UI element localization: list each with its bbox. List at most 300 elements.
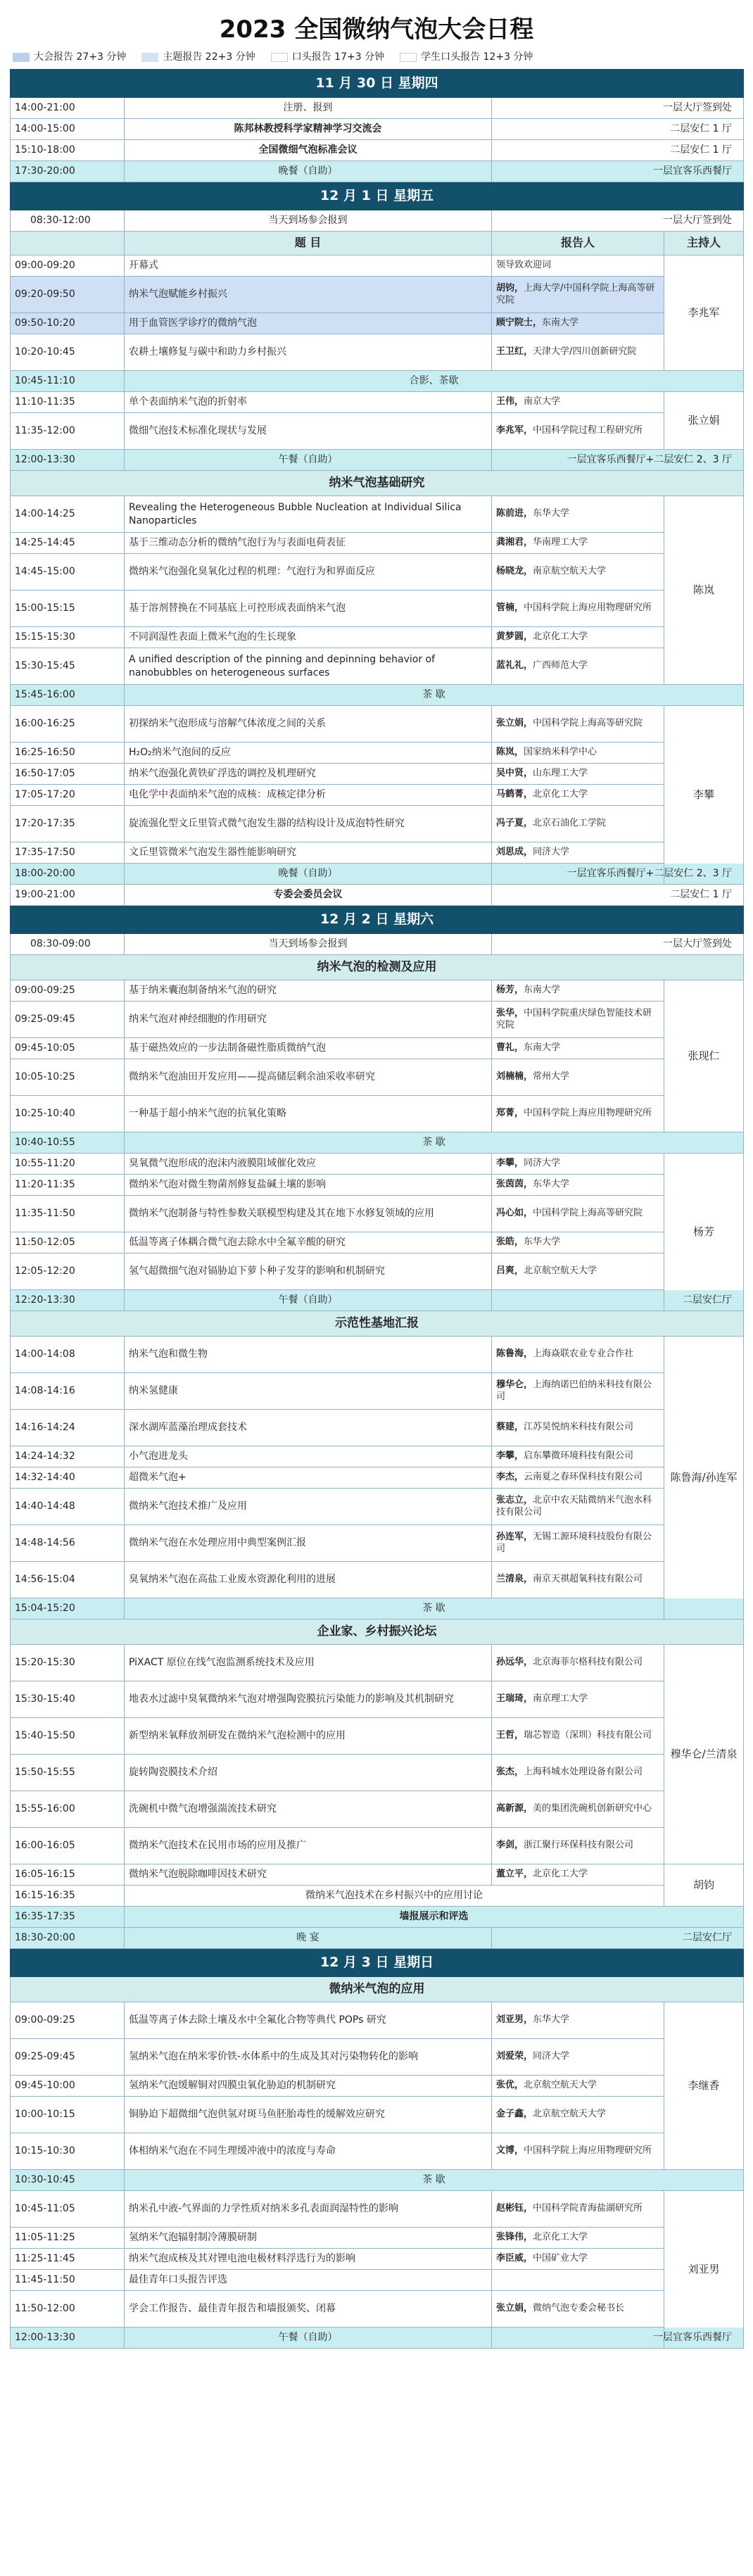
- talk-speaker: 陈岚，国家纳米科学中心: [492, 743, 664, 764]
- schedule-row: [11, 2270, 744, 2291]
- event-location: 一层宜客乐西餐厅+二层安仁 2、3 厅: [492, 864, 744, 885]
- time-slot: 10:45-11:05: [11, 2191, 125, 2228]
- time-slot: 10:45-11:10: [11, 371, 125, 392]
- schedule-row: [11, 627, 744, 648]
- talk-title: 臭氧微气泡形成的泡沫内液膜阻域催化效应: [125, 1154, 492, 1175]
- talk-speaker: 张皓，东华大学: [492, 1232, 664, 1254]
- time-slot: 11:20-11:35: [11, 1175, 125, 1196]
- schedule-row: [11, 140, 744, 161]
- legend-label: 学生口头报告 12+3 分钟: [421, 51, 533, 63]
- session-host: 张现仁: [664, 980, 744, 1132]
- talk-title: 纳米气泡强化黄铁矿浮选的调控及机理研究: [125, 764, 492, 785]
- schedule-row: [11, 471, 744, 496]
- talk-speaker: 王哲，瑞芯智造（深圳）科技有限公司: [492, 1718, 664, 1755]
- section-header: 企业家、乡村振兴论坛: [11, 1620, 744, 1645]
- time-slot: 14:24-14:32: [11, 1446, 125, 1467]
- talk-speaker: 冯子夏，北京石油化工学院: [492, 806, 664, 842]
- time-slot: 17:30-20:00: [11, 161, 125, 182]
- event-location: 一层大厅签到处: [492, 98, 744, 119]
- talk-title: 农耕土壤修复与碳中和助力乡村振兴: [125, 334, 492, 371]
- talk-speaker: 孙连军，无锡工源环境科技股份有限公司: [492, 1525, 664, 1562]
- talk-title: 纳米孔中液-气界面的力学性质对纳米多孔表面润湿特性的影响: [125, 2191, 492, 2228]
- talk-title: 开幕式: [125, 255, 492, 277]
- talk-speaker: 李臣威，中国矿业大学: [492, 2249, 664, 2270]
- time-slot: 11:10-11:35: [11, 392, 125, 413]
- talk-speaker: 董立平，北京化工大学: [492, 1864, 664, 1886]
- event-location: 一层宜客乐西餐厅: [492, 2328, 744, 2349]
- talk-title: 文丘里管微米气泡发生器性能影响研究: [125, 842, 492, 864]
- time-slot: 11:35-12:00: [11, 413, 125, 450]
- talk-speaker: 冯心如，中国科学院上海高等研究院: [492, 1196, 664, 1232]
- talk-speaker: 李剑，浙江聚行环保科技有限公司: [492, 1828, 664, 1864]
- talk-title: 小气泡进龙头: [125, 1446, 492, 1467]
- talk-title: 体相纳米气泡在不同生理缓冲液中的浓度与寿命: [125, 2133, 492, 2170]
- schedule-row: [11, 2039, 744, 2076]
- speaker-name: 龚湘君，: [496, 537, 533, 548]
- speaker-name: 张华，: [496, 1007, 524, 1018]
- section-header: 纳米气泡的检测及应用: [11, 955, 744, 980]
- time-slot: 09:45-10:05: [11, 1038, 125, 1059]
- talk-title: 学会工作报告、最佳青年报告和墙报颁奖、闭幕: [125, 2291, 492, 2328]
- speaker-name: 王哲，: [496, 1730, 524, 1741]
- talk-speaker: 陈鲁海，上海焱联农业专业合作社: [492, 1337, 664, 1373]
- speaker-name: 穆华仑，: [496, 1379, 533, 1390]
- time-slot: 16:15-16:35: [11, 1886, 125, 1907]
- schedule-row: [11, 1718, 744, 1755]
- talk-speaker: 刘楠楠，常州大学: [492, 1059, 664, 1096]
- schedule-row: [11, 2002, 744, 2039]
- talk-speaker: 金子鑫，北京航空航天大学: [492, 2097, 664, 2133]
- time-slot: 15:40-15:50: [11, 1718, 125, 1755]
- day-header: 11 月 30 日 星期四: [11, 70, 744, 98]
- talk-speaker: 黄梦圆，北京化工大学: [492, 627, 664, 648]
- event-title: 晚餐（自助）: [125, 161, 492, 182]
- speaker-name: 蔡建，: [496, 1422, 524, 1433]
- time-slot: 14:25-14:45: [11, 533, 125, 554]
- talk-speaker: 领导致欢迎词: [492, 255, 664, 277]
- schedule-row: [11, 1489, 744, 1525]
- speaker-name: 胡钧，: [496, 282, 524, 293]
- schedule-row: [11, 161, 744, 182]
- speaker-name: 张皓，: [496, 1237, 524, 1248]
- talk-title: 微细气泡技术标准化现状与发展: [125, 413, 492, 450]
- speaker-name: 张茵茵，: [496, 1179, 533, 1190]
- schedule-row: [11, 648, 744, 685]
- talk-title: Revealing the Heterogeneous Bubble Nucleation at Individual Silica Nanoparticles: [125, 496, 492, 533]
- talk-title: 低温等离子体耦合微气泡去除水中全氟辛酸的研究: [125, 1232, 492, 1254]
- talk-title: 初探纳米气泡形成与溶解气体浓度之间的关系: [125, 706, 492, 743]
- speaker-name: 曹礼，: [496, 1042, 524, 1054]
- schedule-row: [11, 255, 744, 277]
- schedule-row: [11, 1002, 744, 1038]
- talk-speaker: 李兆军，中国科学院过程工程研究所: [492, 413, 664, 450]
- legend: [10, 48, 743, 66]
- schedule-row: [11, 554, 744, 591]
- event-location: 二层安仁 1 厅: [492, 140, 744, 161]
- time-slot: 12:00-13:30: [11, 2328, 125, 2349]
- event-location: 一层宜客乐西餐厅: [492, 161, 744, 182]
- speaker-name: 张锋伟，: [496, 2232, 533, 2243]
- schedule-row: [11, 1154, 744, 1175]
- time-slot: 10:05-10:25: [11, 1059, 125, 1096]
- time-slot: 14:16-14:24: [11, 1410, 125, 1446]
- talk-speaker: 张优，北京航空航天大学: [492, 2076, 664, 2097]
- session-host: 李继香: [664, 2002, 744, 2170]
- schedule-row: [11, 1791, 744, 1828]
- legend-swatch: [400, 53, 417, 62]
- speaker-name: 李攀，: [496, 1451, 524, 1462]
- schedule-row: [11, 806, 744, 842]
- schedule-row: [11, 591, 744, 627]
- time-slot: 10:25-10:40: [11, 1096, 125, 1132]
- break-label: 合影、茶歇: [125, 371, 744, 392]
- schedule-row: [11, 413, 744, 450]
- schedule-row: [11, 450, 744, 471]
- legend-item: [271, 51, 384, 63]
- time-slot: 12:00-13:30: [11, 450, 125, 471]
- time-slot: 11:45-11:50: [11, 2270, 125, 2291]
- schedule-row: [11, 1467, 744, 1489]
- session-host: 李兆军: [664, 255, 744, 371]
- talk-speaker: 杨芳，东南大学: [492, 980, 664, 1002]
- talk-speaker: 刘爱荣，同济大学: [492, 2039, 664, 2076]
- time-slot: 19:00-21:00: [11, 885, 125, 906]
- speaker-name: 孙连军，: [496, 1531, 533, 1542]
- talk-title: 微纳米气泡油田开发应用——提高储层剩余油采收率研究: [125, 1059, 492, 1096]
- speaker-name: 陈岚，: [496, 747, 524, 758]
- time-slot: 10:20-10:45: [11, 334, 125, 371]
- schedule-row: [11, 685, 744, 706]
- time-slot: 15:04-15:20: [11, 1598, 125, 1620]
- time-slot: 15:30-15:45: [11, 648, 125, 685]
- speaker-name: 李攀，: [496, 1158, 524, 1169]
- talk-title: 旋转陶瓷膜技术介绍: [125, 1755, 492, 1791]
- session-host: 陈鲁海/孙连军: [664, 1337, 744, 1620]
- event-title: 注册、报到: [125, 98, 492, 119]
- talk-title: 基于纳米囊泡制备纳米气泡的研究: [125, 980, 492, 1002]
- talk-speaker: [492, 2270, 664, 2291]
- day-header: 12 月 3 日 星期日: [11, 1949, 744, 1977]
- speaker-name: 杨晓龙，: [496, 566, 533, 577]
- time-slot: 10:00-10:15: [11, 2097, 125, 2133]
- talk-title: PiXACT 原位在线气泡监测系统技术及应用: [125, 1645, 492, 1681]
- time-slot: 15:10-18:00: [11, 140, 125, 161]
- talk-title: 微纳米气泡强化臭氧化过程的机理：气泡行为和界面反应: [125, 554, 492, 591]
- legend-label: 大会报告 27+3 分钟: [34, 51, 127, 63]
- column-header-speaker: 报告人: [492, 232, 664, 255]
- talk-title: 氢纳米气泡缓解铜对四膜虫氧化胁迫的机制研究: [125, 2076, 492, 2097]
- talk-speaker: 文博，中国科学院上海应用物理研究所: [492, 2133, 664, 2170]
- time-slot: 14:00-14:25: [11, 496, 125, 533]
- legend-item: [13, 51, 126, 63]
- section-header: 示范性基地汇报: [11, 1311, 744, 1337]
- schedule-row: [11, 1373, 744, 1410]
- schedule-row: [11, 1096, 744, 1132]
- talk-speaker: 李杰，云南夏之春环保科技有限公司: [492, 1467, 664, 1489]
- time-slot: 10:40-10:55: [11, 1132, 125, 1154]
- speaker-name: 管楠，: [496, 602, 524, 614]
- talk-title: 微纳米气泡脱除咖啡因技术研究: [125, 1864, 492, 1886]
- speaker-name: 李兆军，: [496, 425, 533, 436]
- session-host: 陈岚: [664, 496, 744, 685]
- schedule-row: [11, 210, 744, 232]
- talk-title: 深水湖库蓝藻治理成套技术: [125, 1410, 492, 1446]
- speaker-name: 吴中贤，: [496, 768, 533, 779]
- time-slot: 14:00-15:00: [11, 119, 125, 140]
- event-title: 专委会委员会议: [125, 885, 492, 906]
- time-slot: 14:00-14:08: [11, 1337, 125, 1373]
- talk-title: 氢气超微细气泡对镉胁迫下萝卜种子发芽的影响和机制研究: [125, 1254, 492, 1290]
- schedule-row: [11, 1232, 744, 1254]
- speaker-name: 兰清泉，: [496, 1574, 533, 1585]
- schedule-row: [11, 955, 744, 980]
- time-slot: 09:25-09:45: [11, 2039, 125, 2076]
- speaker-name: 张立娟，: [496, 718, 533, 729]
- talk-speaker: 李攀，同济大学: [492, 1154, 664, 1175]
- talk-title: 微纳米气泡在水处理应用中典型案例汇报: [125, 1525, 492, 1562]
- session-host: 李攀: [664, 706, 744, 885]
- schedule-row: [11, 1828, 744, 1864]
- schedule-row: [11, 1755, 744, 1791]
- speaker-name: 刘爱荣，: [496, 2051, 533, 2062]
- event-title: 午餐（自助）: [125, 2328, 492, 2349]
- time-slot: 09:00-09:20: [11, 255, 125, 277]
- speaker-name: 马鹤菁，: [496, 789, 533, 800]
- time-slot: 14:48-14:56: [11, 1525, 125, 1562]
- event-title: 陈邦林教授科学家精神学习交流会: [125, 119, 492, 140]
- schedule-row: [11, 1337, 744, 1373]
- talk-speaker: 吕爽，北京航空航天大学: [492, 1254, 664, 1290]
- event-location: 一层大厅签到处: [492, 934, 744, 955]
- time-slot: 09:50-10:20: [11, 313, 125, 334]
- talk-title: 铜胁迫下超微细气泡供氢对斑马鱼胚胎毒性的缓解效应研究: [125, 2097, 492, 2133]
- section-header: 微纳米气泡的应用: [11, 1977, 744, 2002]
- speaker-name: 吕爽，: [496, 1265, 524, 1277]
- schedule-row: [11, 885, 744, 906]
- time-slot: 12:05-12:20: [11, 1254, 125, 1290]
- schedule-row: [11, 764, 744, 785]
- schedule-row: [11, 313, 744, 334]
- talk-title: 洗碗机中微气泡增强湍流技术研究: [125, 1791, 492, 1828]
- time-slot: 14:45-15:00: [11, 554, 125, 591]
- speaker-name: 金子鑫，: [496, 2109, 533, 2120]
- speaker-name: 李杰，: [496, 1472, 524, 1483]
- legend-swatch: [271, 53, 288, 62]
- speaker-name: 刘思成，: [496, 847, 533, 858]
- schedule-row: [11, 70, 744, 98]
- schedule-row: [11, 1886, 744, 1907]
- day-header: 12 月 2 日 星期六: [11, 906, 744, 934]
- schedule-row: [11, 864, 744, 885]
- time-slot: 15:20-15:30: [11, 1645, 125, 1681]
- speaker-name: 王卫红，: [496, 346, 533, 358]
- event-title: 全国微细气泡标准会议: [125, 140, 492, 161]
- talk-speaker: 孙远华，北京海菲尔格科技有限公司: [492, 1645, 664, 1681]
- talk-title: 地表水过滤中臭氧微纳米气泡对增强陶瓷膜抗污染能力的影响及其机制研究: [125, 1681, 492, 1718]
- talk-title: 单个表面纳米气泡的折射率: [125, 392, 492, 413]
- talk-title: 一种基于超小纳米气泡的抗氧化策略: [125, 1096, 492, 1132]
- event-location: 二层安仁厅: [492, 1928, 744, 1949]
- schedule-row: [11, 1598, 744, 1620]
- schedule-row: [11, 277, 744, 313]
- time-slot: 16:25-16:50: [11, 743, 125, 764]
- time-slot: 18:30-20:00: [11, 1928, 125, 1949]
- legend-label: 口头报告 17+3 分钟: [291, 51, 385, 63]
- time-slot: 15:55-16:00: [11, 1791, 125, 1828]
- session-host: 张立娟: [664, 392, 744, 450]
- time-slot: 14:08-14:16: [11, 1373, 125, 1410]
- event-location: 二层安仁 1 厅: [492, 119, 744, 140]
- column-header-host: 主持人: [664, 232, 744, 255]
- event-title: 当天到场参会报到: [125, 210, 492, 232]
- talk-speaker: 陈前进，东华大学: [492, 496, 664, 533]
- talk-speaker: 龚湘君，华南理工大学: [492, 533, 664, 554]
- event-location: 二层安仁厅: [492, 1290, 744, 1311]
- break-label: 茶 歇: [125, 1132, 744, 1154]
- talk-title: 微纳米气泡制备与特性参数关联模型构建及其在地下水修复领域的应用: [125, 1196, 492, 1232]
- talk-speaker: 张锋伟，北京化工大学: [492, 2228, 664, 2249]
- talk-title: 纳米气泡成核及其对锂电池电极材料浮选行为的影响: [125, 2249, 492, 2270]
- time-slot: 09:00-09:25: [11, 2002, 125, 2039]
- time-slot: 15:50-15:55: [11, 1755, 125, 1791]
- schedule-row: [11, 2076, 744, 2097]
- schedule-row: [11, 533, 744, 554]
- speaker-name: 李剑，: [496, 1840, 524, 1851]
- schedule-row: [11, 785, 744, 806]
- time-slot: 16:50-17:05: [11, 764, 125, 785]
- talk-speaker: 张立娟，微纳气泡专委会秘书长: [492, 2291, 664, 2328]
- talk-speaker: 曹礼，东南大学: [492, 1038, 664, 1059]
- schedule-row: [11, 1290, 744, 1311]
- event-title: 晚餐（自助）: [125, 864, 492, 885]
- talk-title: 低温等离子体去除土壤及水中全氟化合物等典代 POPs 研究: [125, 2002, 492, 2039]
- talk-speaker: 兰清泉，南京天祺超氧科技有限公司: [492, 1562, 664, 1598]
- time-slot: 11:35-11:50: [11, 1196, 125, 1232]
- schedule-row: [11, 980, 744, 1002]
- schedule-row: [11, 1864, 744, 1886]
- schedule-row: [11, 1645, 744, 1681]
- talk-speaker: 管楠，中国科学院上海应用物理研究所: [492, 591, 664, 627]
- time-slot: 09:25-09:45: [11, 1002, 125, 1038]
- schedule-row: [11, 1059, 744, 1096]
- talk-speaker: 王瑞琦，南京理工大学: [492, 1681, 664, 1718]
- schedule-row: [11, 1525, 744, 1562]
- time-slot: 09:20-09:50: [11, 277, 125, 313]
- time-slot: 15:45-16:00: [11, 685, 125, 706]
- schedule-row: [11, 1928, 744, 1949]
- time-slot: 09:45-10:00: [11, 2076, 125, 2097]
- event-title: 微纳米气泡技术在乡村振兴中的应用讨论: [125, 1886, 664, 1907]
- schedule-table: [10, 69, 744, 2349]
- legend-item: [400, 51, 533, 63]
- talk-speaker: 刘思成，同济大学: [492, 842, 664, 864]
- talk-title: 基于溶剂替换在不同基底上可控形成表面纳米气泡: [125, 591, 492, 627]
- talk-speaker: 穆华仑，上海纳诺巴伯纳米科技有限公司: [492, 1373, 664, 1410]
- talk-title: 纳米气泡和微生物: [125, 1337, 492, 1373]
- break-label: 茶 歇: [125, 2170, 744, 2191]
- talk-title: 电化学中表面纳米气泡的成核：成核定律分析: [125, 785, 492, 806]
- speaker-name: 董立平，: [496, 1869, 533, 1880]
- time-slot: 10:55-11:20: [11, 1154, 125, 1175]
- talk-speaker: 顾宁院士，东南大学: [492, 313, 664, 334]
- talk-speaker: 李攀，启东攀微环境科技有限公司: [492, 1446, 664, 1467]
- talk-speaker: 张华，中国科学院重庆绿色智能技术研究院: [492, 1002, 664, 1038]
- time-slot: 10:30-10:45: [11, 2170, 125, 2191]
- speaker-name: 王伟，: [496, 396, 524, 408]
- talk-title: 不同润湿性表面上微米气泡的生长现象: [125, 627, 492, 648]
- time-slot: 15:30-15:40: [11, 1681, 125, 1718]
- legend-swatch: [141, 53, 158, 62]
- time-slot: 16:00-16:25: [11, 706, 125, 743]
- talk-speaker: 张志立，北京中农天陆微纳米气泡水科技有限公司: [492, 1489, 664, 1525]
- schedule-row: [11, 1254, 744, 1290]
- event-title: 墙报展示和评选: [125, 1907, 744, 1928]
- speaker-name: 陈鲁海，: [496, 1349, 533, 1360]
- talk-speaker: 赵彬钰，中国科学院青海盐湖研究所: [492, 2191, 664, 2228]
- talk-speaker: 蔡建，江苏昊悦纳米科技有限公司: [492, 1410, 664, 1446]
- speaker-name: 张优，: [496, 2080, 524, 2091]
- schedule-row: [11, 334, 744, 371]
- schedule-row: [11, 2170, 744, 2191]
- talk-speaker: 郑菁，中国科学院上海应用物理研究所: [492, 1096, 664, 1132]
- time-slot: 17:05-17:20: [11, 785, 125, 806]
- schedule-row: [11, 2133, 744, 2170]
- talk-title: 氢纳米气泡辐射制冷薄膜研制: [125, 2228, 492, 2249]
- schedule-row: [11, 1620, 744, 1645]
- schedule-row: [11, 392, 744, 413]
- talk-speaker: 刘亚男，东华大学: [492, 2002, 664, 2039]
- legend-item: [141, 51, 255, 63]
- speaker-name: 孙远华，: [496, 1657, 533, 1668]
- time-slot: 08:30-09:00: [11, 934, 125, 955]
- talk-title: 新型纳米氧释放剂研发在微纳米气泡检测中的应用: [125, 1718, 492, 1755]
- time-slot: 09:00-09:25: [11, 980, 125, 1002]
- schedule-row: [11, 182, 744, 210]
- talk-title: A unified description of the pinning and depinning behavior of nanobubbles on heterogeneous surfaces: [125, 648, 492, 685]
- time-slot: 14:56-15:04: [11, 1562, 125, 1598]
- time-slot: 17:35-17:50: [11, 842, 125, 864]
- schedule-row: [11, 2191, 744, 2228]
- time-slot: 17:20-17:35: [11, 806, 125, 842]
- speaker-name: 黄梦圆，: [496, 631, 533, 643]
- legend-label: 主题报告 22+3 分钟: [163, 51, 255, 63]
- schedule-row: [11, 934, 744, 955]
- talk-title: 超微米气泡+: [125, 1467, 492, 1489]
- talk-speaker: 吴中贤，山东理工大学: [492, 764, 664, 785]
- time-slot: 08:30-12:00: [11, 210, 125, 232]
- schedule-row: [11, 706, 744, 743]
- talk-title: 微纳米气泡技术在民用市场的应用及推广: [125, 1828, 492, 1864]
- talk-title: 臭氧纳米气泡在高盐工业废水资源化利用的进展: [125, 1562, 492, 1598]
- schedule-row: [11, 743, 744, 764]
- time-slot: 14:40-14:48: [11, 1489, 125, 1525]
- session-host: 杨芳: [664, 1154, 744, 1311]
- talk-title: 纳米气泡赋能乡村振兴: [125, 277, 492, 313]
- time-slot: 16:05-16:15: [11, 1864, 125, 1886]
- time-slot: 11:50-12:00: [11, 2291, 125, 2328]
- schedule-row: [11, 98, 744, 119]
- event-title: 晚 宴: [125, 1928, 492, 1949]
- talk-title: 基于磁热效应的一步法制备磁性脂质微纳气泡: [125, 1038, 492, 1059]
- schedule-row: [11, 1681, 744, 1718]
- speaker-name: 高新源，: [496, 1803, 533, 1814]
- schedule-row: [11, 1132, 744, 1154]
- speaker-name: 张立娟，: [496, 2303, 533, 2314]
- session-host: 穆华仑/兰清泉: [664, 1645, 744, 1864]
- talk-title: 微纳米气泡技术推广及应用: [125, 1489, 492, 1525]
- talk-title: 微纳米气泡对微生物菌剂修复盐碱土壤的影响: [125, 1175, 492, 1196]
- talk-speaker: 胡钧，上海大学/中国科学院上海高等研究院: [492, 277, 664, 313]
